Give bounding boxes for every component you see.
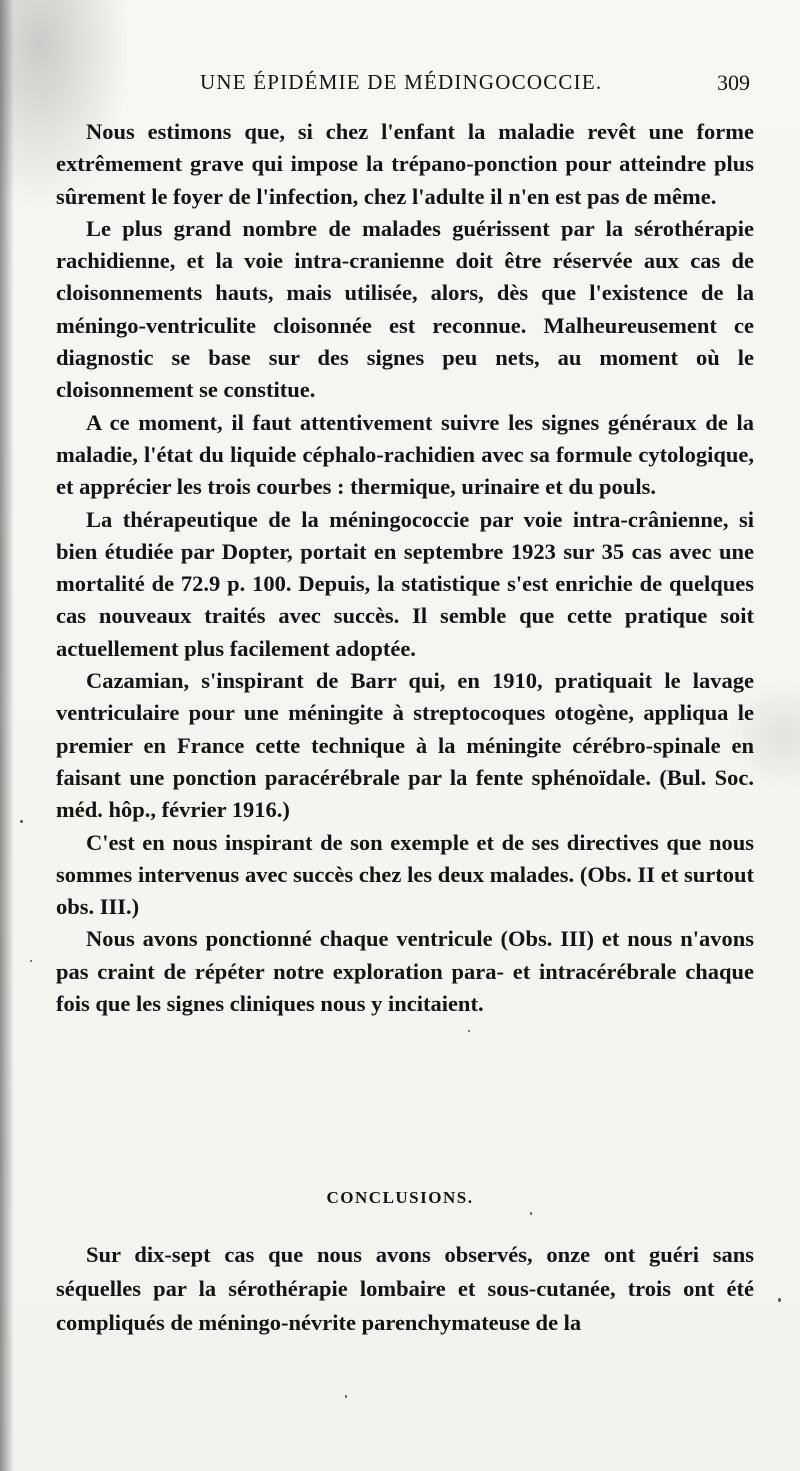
paragraph: Nous estimons que, si chez l'enfant la maladie revêt une forme extrêmement grave qui impose la trépano-ponction pour atteindre plus sûrement le foyer de l'infection, chez l'adulte il n'en est pas de même.	[56, 119, 754, 209]
paragraph: Cazamian, s'inspirant de Barr qui, en 1910, pratiquait le lavage ventriculaire pour une méningite à streptocoques otogène, appliqua le premier en France cette technique à la méningite cérébro-spinale en faisant une ponction paracérébrale par la fente sphénoïdale. (Bul. Soc. méd. hôp., février 1916.)	[56, 668, 754, 823]
print-speck	[468, 1030, 470, 1032]
page-header	[108, 70, 750, 102]
print-speck	[20, 820, 23, 823]
paragraph: La thérapeutique de la méningococcie par voie intra-crânienne, si bien étudiée par Dopter, portait en septembre 1923 sur 35 cas avec une mortalité de 72.9 p. 100. Depuis, la statistique s'est enrichie de quelques cas nouveaux traités avec succès. Il semble que cette pratique soit actuellement plus facilement adoptée.	[56, 506, 754, 661]
print-speck	[345, 1395, 347, 1398]
paragraph: C'est en nous inspirant de son exemple et de ses directives que nous sommes intervenus avec succès chez les deux malades. (Obs. II et surtout obs. III.)	[56, 829, 754, 920]
paragraph: Sur dix-sept cas que nous avons observés, onze ont guéri sans séquelles par la sérothérapie lombaire et sous-cutanée, trois ont été compliqués de méningo-névrite parenchymateuse de la	[56, 1242, 754, 1335]
paragraph: Nous avons ponctionné chaque ventricule (Obs. III) et nous n'avons pas craint de répéter notre exploration para- et intracérébrale chaque fois que les signes cliniques nous y incitaient.	[56, 926, 754, 1017]
running-title: UNE ÉPIDÉMIE DE MÉDINGOCOCCIE.	[200, 70, 603, 94]
page-edge-shadow	[0, 0, 14, 1471]
section-heading: CONCLUSIONS.	[326, 1188, 474, 1207]
print-speck	[530, 1212, 532, 1215]
body-text	[56, 116, 754, 1020]
page-number: 309	[717, 70, 750, 95]
print-speck	[30, 960, 32, 962]
print-speck	[778, 1298, 781, 1302]
conclusions-text	[56, 1238, 754, 1340]
paragraph: Le plus grand nombre de malades guérissent par la sérothérapie rachidienne, et la voie intra-cranienne doit être réservée aux cas de cloisonnements hauts, mais utilisée, alors, dès que l'existence de la méningo-ventriculite cloisonnée est reconnue. Malheureusement ce diagnostic se base sur des signes peu nets, au moment où le cloisonnement se constitue.	[56, 215, 754, 403]
paragraph: A ce moment, il faut attentivement suivre les signes généraux de la maladie, l'état du liquide céphalo-rachidien avec sa formule cytologique, et apprécier les trois courbes : thermique, urinaire et du pouls.	[56, 409, 754, 500]
